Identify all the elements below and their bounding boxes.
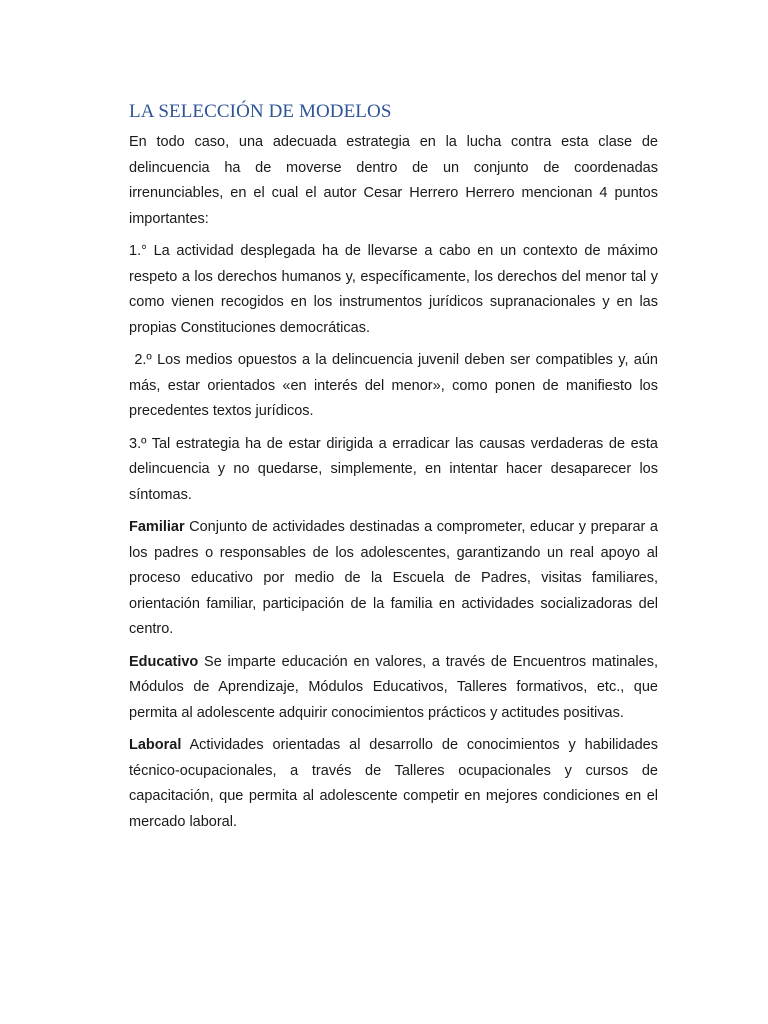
model-laboral-term: Laboral [129, 737, 182, 753]
point-2-paragraph: 2.º Los medios opuestos a la delincuencia juvenil deben ser compatibles y, aún más, estar orientados «en interés del menor», como ponen de manifiesto los precedentes textos jurídicos. [129, 352, 663, 419]
model-familiar-text: Conjunto de actividades destinadas a comprometer, educar y preparar a los padres o responsables de los adolescentes, garantizando un real apoyo al proceso educativo por medio de la Escuela de Padres, visitas familiares, orientación familiar, participación de la familia en actividades socializadoras del centro. [129, 519, 658, 637]
model-familiar-term: Familiar [129, 519, 185, 535]
intro-paragraph: En todo caso, una adecuada estrategia en la lucha contra esta clase de delincuencia ha de moverse dentro de un conjunto de coordenadas irrenunciables, en el cual el autor Cesar Herrero Herrero mencionan 4 puntos importantes: [129, 134, 658, 227]
model-familiar-paragraph [129, 515, 658, 643]
section-heading: LA SELECCIÓN DE MODELOS [129, 101, 392, 122]
model-educativo-term: Educativo [129, 653, 199, 670]
point-3-paragraph: 3.º Tal estrategia ha de estar dirigida a erradicar las causas verdaderas de esta delincuencia y no quedarse, simplemente, en intentar hacer desaparecer los síntomas. [129, 435, 658, 503]
model-laboral-paragraph [129, 733, 658, 835]
model-educativo-text: Se imparte educación en valores, a través de Encuentros matinales, Módulos de Aprendizaje, Módulos Educativos, Talleres formativos, etc., que permita al adolescente adquirir conocimientos prácticos y actitudes positivas. [129, 653, 658, 721]
point-1-paragraph: 1.° La actividad desplegada ha de llevarse a cabo en un contexto de máximo respeto a los derechos humanos y, específicamente, los derechos del menor tal y como vienen recogidos en los instrumentos jurídicos supranacionales y en las propias Constituciones democráticas. [129, 243, 658, 336]
model-laboral-text: Actividades orientadas al desarrollo de conocimientos y habilidades técnico-ocupacionales, a través de Talleres ocupacionales y cursos de capacitación, que permita al adolescente competir en mejores condiciones en el mercado laboral. [129, 737, 658, 830]
model-educativo-paragraph [129, 650, 658, 727]
document-page [129, 100, 663, 842]
